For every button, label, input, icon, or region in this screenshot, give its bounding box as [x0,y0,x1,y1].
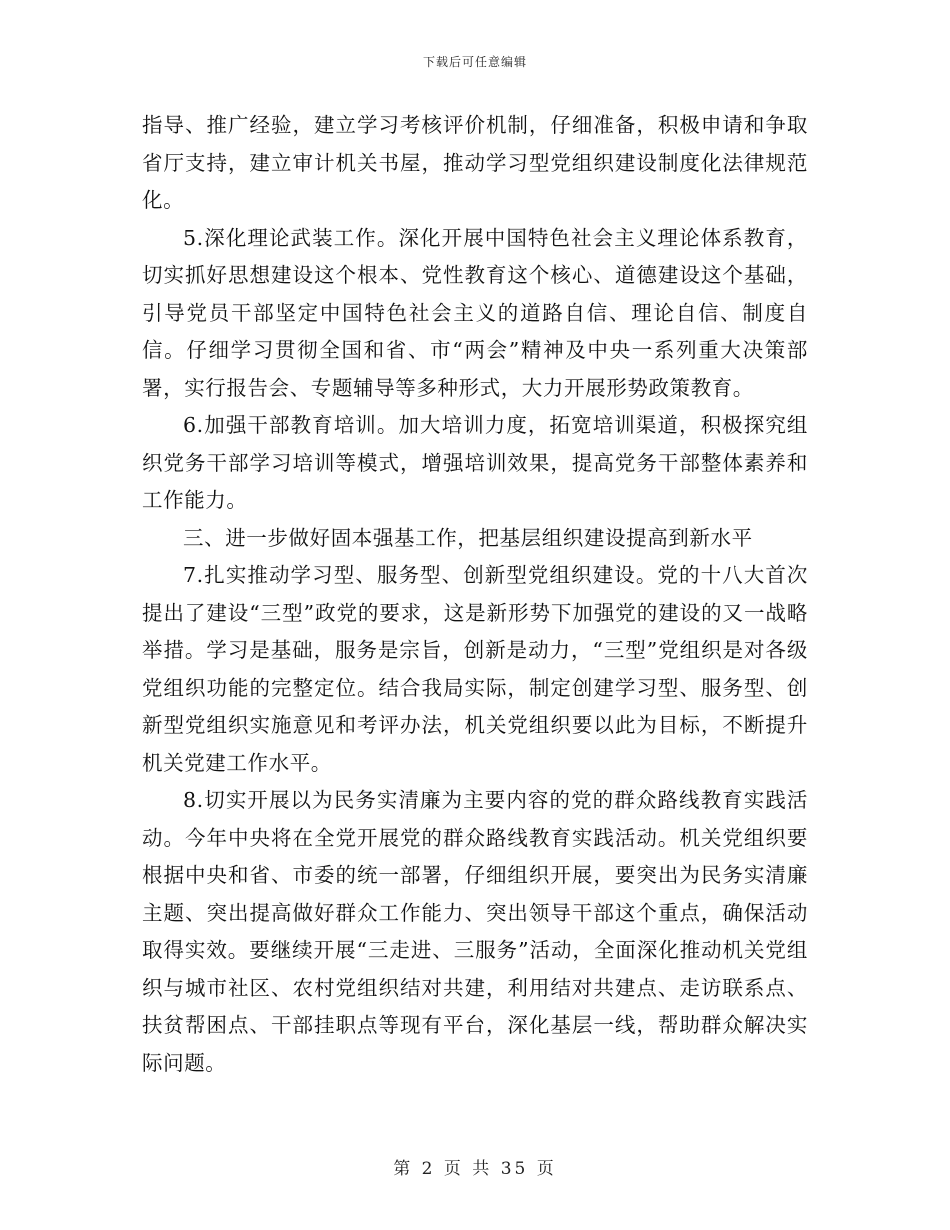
paragraph-item-8: 8.切实开展以为民务实清廉为主要内容的党的群众路线教育实践活动。今年中央将在全党开展党的群众路线教育实践活动。机关党组织要根据中央和省、市委的统一部署，仔细组织开展，要突出为民务实清廉主题、突出提高做好群众工作能力、突出领导干部这个重点，确保活动取得实效。要继续开展“三走进、三服务”活动，全面深化推动机关党组织与城市社区、农村党组织结对共建，利用结对共建点、走访联系点、扶贫帮困点、干部挂职点等现有平台，深化基层一线，帮助群众解决实际问题。 [142,788,808,1075]
paragraph-item-7: 7.扎实推动学习型、服务型、创新型党组织建设。党的十八大首次提出了建设“三型”政党的要求，这是新形势下加强党的建设的又一战略举措。学习是基础，服务是宗旨，创新是动力，“三型”党组织是对各级党组织功能的完整定位。结合我局实际，制定创建学习型、服务型、创新型党组织实施意见和考评办法，机关党组织要以此为目标，不断提升机关党建工作水平。 [142,563,808,775]
paragraph-item-5: 5.深化理论武装工作。深化开展中国特色社会主义理论体系教育，切实抓好思想建设这个根本、党性教育这个核心、道德建设这个基础，引导党员干部坚定中国特色社会主义的道路自信、理论自信、制度自信。仔细学习贯彻全国和省、市“两会”精神及中央一系列重大决策部署，实行报告会、专题辅导等多种形式，大力开展形势政策教育。 [142,225,808,400]
page-header: 下载后可任意编辑 [422,55,527,69]
section-heading-3: 三、进一步做好固本强基工作，把基层组织建设提高到新水平 [183,525,753,550]
paragraph-continuation: 指导、推广经验，建立学习考核评价机制，仔细准备，积极申请和争取省厅支持，建立审计机关书屋，推动学习型党组织建设制度化法律规范化。 [142,113,808,212]
document-body [142,107,808,1082]
page-number: 第 2 页 共 35 页 [393,1159,557,1179]
paragraph-item-6: 6.加强干部教育培训。加大培训力度，拓宽培训渠道，积极探究组织党务干部学习培训等模式，增强培训效果，提高党务干部整体素养和工作能力。 [142,413,808,512]
